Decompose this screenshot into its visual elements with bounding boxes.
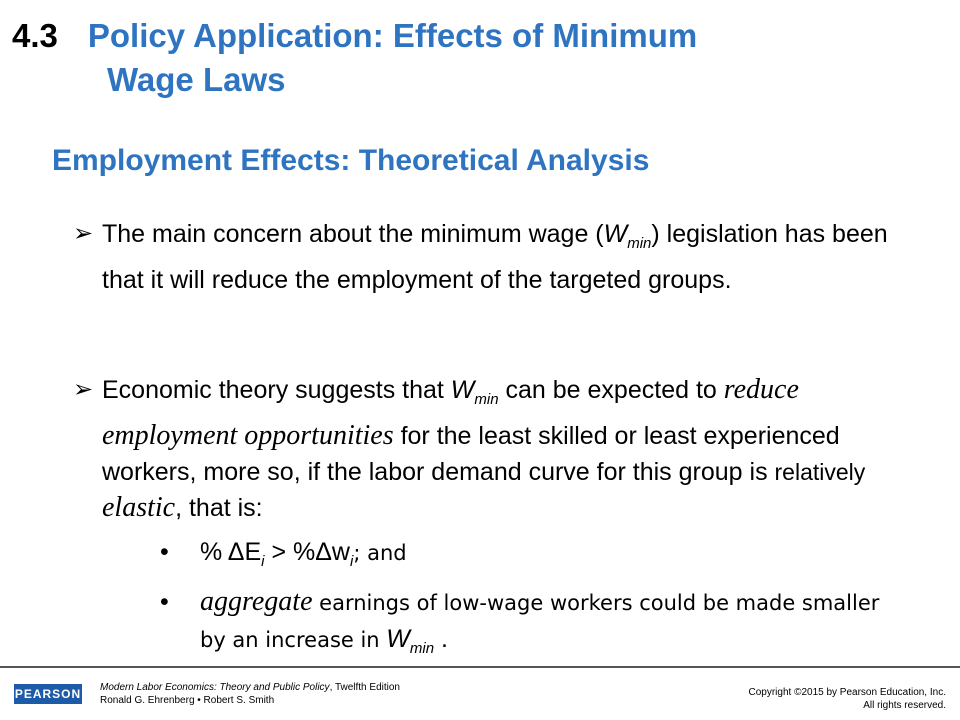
paragraph-2 [73,372,923,526]
footer-copyright: Copyright ©2015 by Pearson Education, Inc. All rights reserved. [748,687,946,711]
title-line-1: Policy Application: Effects of Minimum [87,17,698,54]
bullet-list [160,534,890,667]
paragraph-1 [73,216,933,298]
footer-book-info: Modern Labor Economics: Theory and Public Policy, Twelfth Edition Ronald G. Ehrenberg • Robert S. Smith [100,682,400,706]
paragraph-2-text: Economic theory suggests that $W_{min}$ can be expected to reduce employment opportunities for the least skilled or least experienced workers, more so, if the labor demand curve for this group is relatively elastic, that is: [102,374,866,523]
arrow-bullet-icon: ➢ [73,376,94,403]
bullet-dot-icon: • [160,538,169,566]
title-line-2: Wage Laws [107,61,286,98]
bullet-dot-icon: • [160,588,169,616]
section-number: 4.3 [12,17,58,54]
arrow-bullet-icon: ➢ [73,220,94,247]
slide-title [12,14,697,102]
slide-subtitle: Employment Effects: Theoretical Analysis [52,144,650,177]
pearson-logo: PEARSON [14,684,82,704]
footer-divider [0,666,960,668]
list-item: • aggregate earnings of low-wage workers could be made smaller by an increase in $W_{min}$ . [160,586,880,657]
list-item: • % $\Delta E_i > \%\Delta w_i$; and [160,534,890,580]
paragraph-1-text: The main concern about the minimum wage $(W_{min})$ legislation has been that it will reduce the employment of the targeted groups. [102,220,888,294]
